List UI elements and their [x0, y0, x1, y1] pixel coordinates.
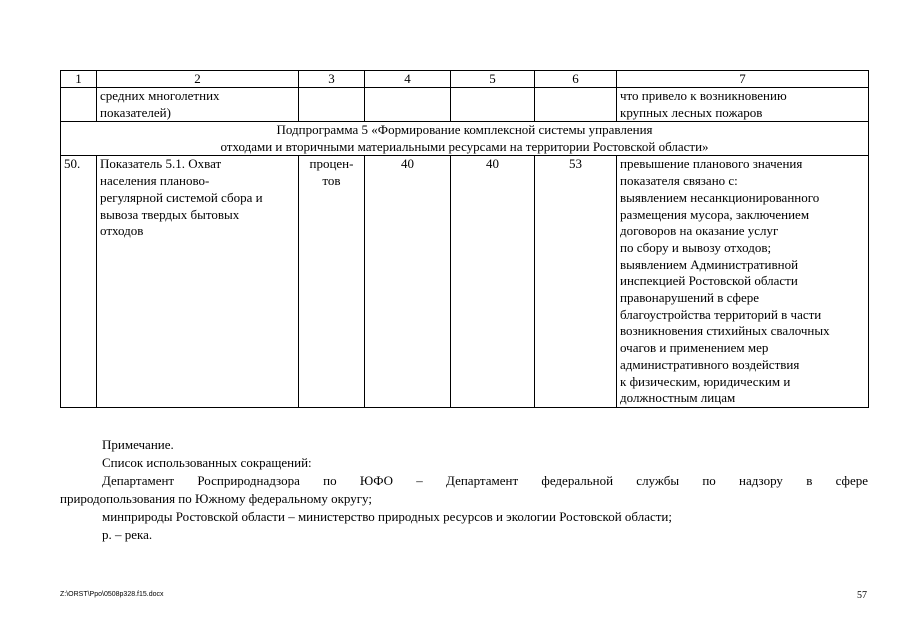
- text-line: процен-: [309, 156, 354, 172]
- abbreviations-title: Список использованных сокращений:: [102, 455, 312, 470]
- subprogram-title: [61, 122, 869, 156]
- cell-indicator: [97, 88, 299, 122]
- abbreviation-item: [60, 472, 868, 490]
- header-cell: 2: [97, 71, 299, 88]
- cell-value: [451, 88, 535, 122]
- cell-value: [535, 88, 617, 122]
- text-line: что привело к возникновению: [620, 88, 787, 103]
- notes-section: [60, 436, 868, 544]
- report-table: [60, 70, 869, 408]
- text-line: отходов: [100, 223, 144, 239]
- abbreviation-item-continuation: природопользования по Южному федеральному округу;: [60, 491, 372, 506]
- header-cell: 3: [299, 71, 365, 88]
- text-line: к физическим, юридическим и: [620, 373, 791, 389]
- footer-file-path: Z:\ORST\Ppo\0508p328.f15.docx: [60, 591, 164, 598]
- table-header-row: [61, 71, 869, 88]
- text-line: крупных лесных пожаров: [620, 104, 763, 120]
- text-line: Департамент Росприроднадзора по ЮФО – Департамент федеральной службы по надзору в сфере: [102, 473, 868, 488]
- table-row-50: [61, 156, 869, 408]
- text-line: размещения мусора, заключением: [620, 206, 810, 222]
- header-cell: 6: [535, 71, 617, 88]
- text-line: отходами и вторичными материальными ресурсами на территории Ростовской области»: [220, 138, 709, 154]
- header-cell: 7: [617, 71, 869, 88]
- text-line: Показатель 5.1. Охват: [100, 156, 222, 172]
- text-line: по сбору и вывозу отходов;: [620, 239, 772, 255]
- notes-title: Примечание.: [102, 437, 174, 452]
- text-line: превышение планового значения: [620, 156, 803, 172]
- page-number: 57: [857, 590, 867, 601]
- cell-indicator: [97, 156, 299, 408]
- text-line: вывоза твердых бытовых: [100, 206, 240, 222]
- text-line: инспекцией Ростовской области: [620, 273, 798, 289]
- cell-unit: [299, 156, 365, 408]
- text-line: Подпрограмма 5 «Формирование комплексной системы управления: [276, 122, 653, 138]
- subprogram-row: [61, 122, 869, 156]
- table-row-continued: [61, 88, 869, 122]
- header-cell: 5: [451, 71, 535, 88]
- cell-number: [61, 88, 97, 122]
- cell-reason: [617, 156, 869, 408]
- text-line: благоустройства территорий в части: [620, 306, 822, 322]
- text-line: выявлением несанкционированного: [620, 189, 820, 205]
- cell-reason: [617, 88, 869, 122]
- text-line: возникновения стихийных свалочных: [620, 323, 830, 339]
- cell-value-actual: 53: [535, 156, 617, 408]
- cell-number: 50.: [61, 156, 97, 408]
- cell-value-plan: 40: [365, 156, 451, 408]
- text-line: средних многолетних: [100, 88, 220, 103]
- cell-value: [365, 88, 451, 122]
- text-line: тов: [322, 173, 341, 189]
- text-line: правонарушений в сфере: [620, 290, 760, 306]
- text-line: показателей): [100, 104, 171, 120]
- text-line: показателя связано с:: [620, 173, 738, 189]
- text-line: очагов и применением мер: [620, 340, 769, 356]
- text-line: должностным лицам: [620, 390, 736, 406]
- cell-value-plan-revised: 40: [451, 156, 535, 408]
- header-cell: 4: [365, 71, 451, 88]
- abbreviation-item: р. – река.: [102, 527, 153, 542]
- header-cell: 1: [61, 71, 97, 88]
- text-line: договоров на оказание услуг: [620, 223, 779, 239]
- text-line: выявлением Административной: [620, 256, 799, 272]
- text-line: регулярной системой сбора и: [100, 189, 263, 205]
- abbreviation-item: минприроды Ростовской области – министерство природных ресурсов и экологии Ростовской области;: [102, 509, 672, 524]
- text-line: населения планово-: [100, 173, 210, 189]
- text-line: административного воздействия: [620, 356, 800, 372]
- cell-unit: [299, 88, 365, 122]
